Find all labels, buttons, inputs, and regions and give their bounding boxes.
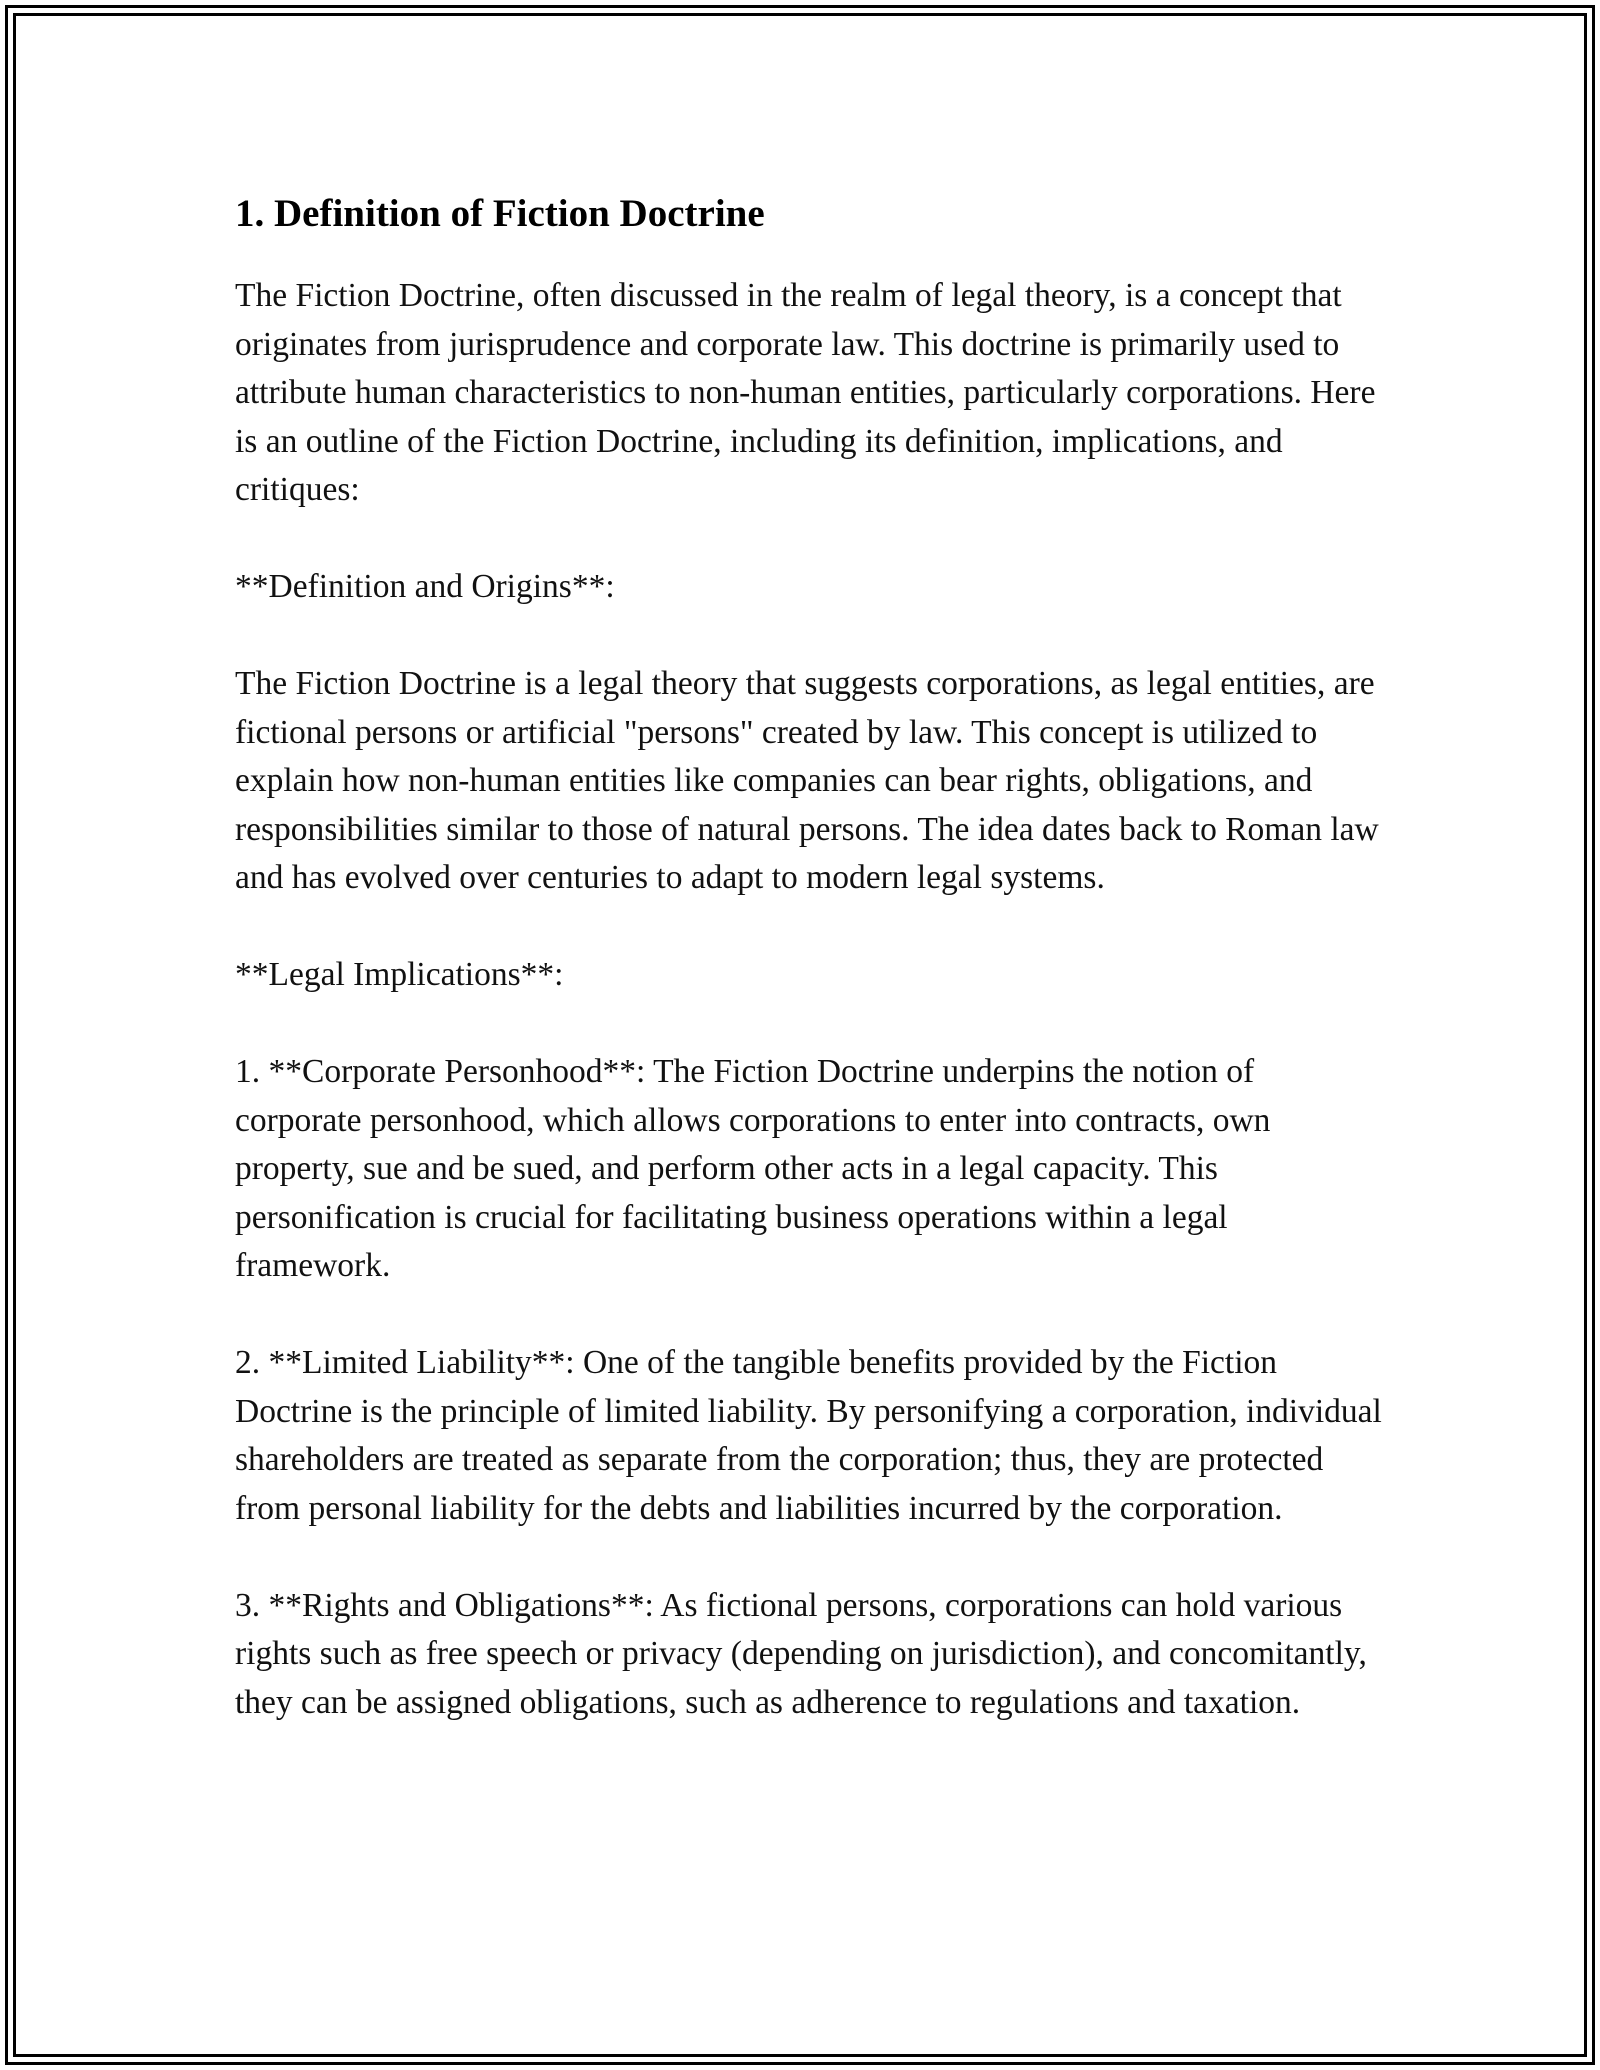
document-body	[235, 182, 1385, 1776]
rights-obligations-item: 3. **Rights and Obligations**: As fictional persons, corporations can hold various rights such as free speech or privacy (depending on jurisdiction), and concomitantly, they can be assigned obligations, such as adherence to regulations and taxation.	[235, 1586, 1367, 1721]
section-heading: 1. Definition of Fiction Doctrine	[235, 192, 765, 235]
definition-paragraph: The Fiction Doctrine is a legal theory that suggests corporations, as legal entities, are fictional persons or artificial "persons" created by law. This concept is utilized to explain how non-human entities like companies can bear rights, obligations, and responsibilities similar to those of natural persons. The idea dates back to Roman law and has evolved over centuries to adapt to modern legal systems.	[235, 665, 1379, 896]
limited-liability-item: 2. **Limited Liability**: One of the tangible benefits provided by the Fiction Doctrine is the principle of limited liability. By personifying a corporation, individual shareholders are treated as separate from the corporation; thus, they are protected from personal liability for the debts and liabilities incurred by the corporation.	[235, 1344, 1382, 1527]
definition-origins-subheading: **Definition and Origins**:	[235, 568, 615, 605]
corporate-personhood-item: 1. **Corporate Personhood**: The Fiction Doctrine underpins the notion of corporate personhood, which allows corporations to enter into contracts, own property, sue and be sued, and perform other acts in a legal capacity. This personification is crucial for facilitating business operations within a legal framework.	[235, 1053, 1271, 1284]
intro-paragraph: The Fiction Doctrine, often discussed in the realm of legal theory, is a concept that originates from jurisprudence and corporate law. This doctrine is primarily used to attribute human characteristics to non-human entities, particularly corporations. Here is an outline of the Fiction Doctrine, including its definition, implications, and critiques:	[235, 277, 1376, 508]
legal-implications-subheading: **Legal Implications**:	[235, 956, 564, 993]
